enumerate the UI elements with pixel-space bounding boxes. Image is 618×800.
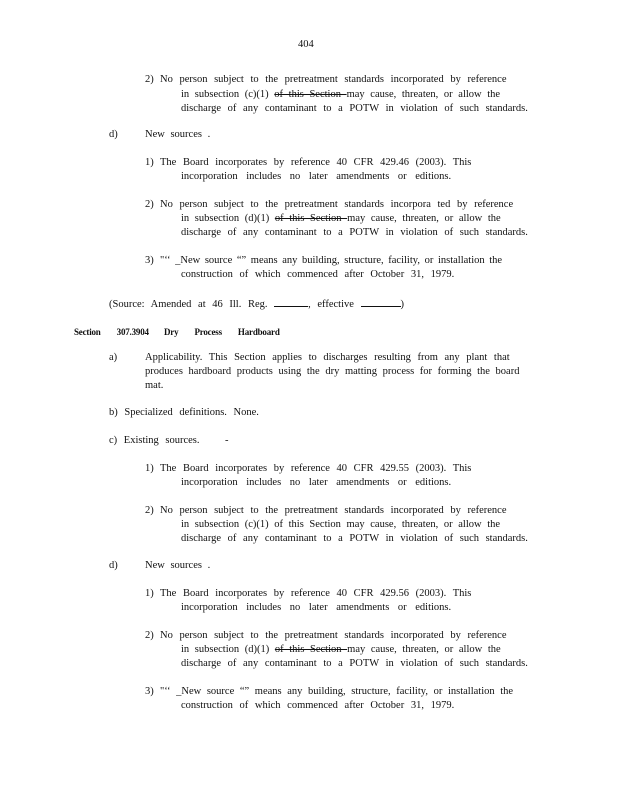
c-item-2-line-1: No person subject to the pretreatment standards incorporated by reference — [160, 505, 507, 516]
d-item-3-line-2: construction of which commenced after October 31, 1979. — [181, 269, 455, 280]
d2-item-2-line-1: No person subject to the pretreatment standards incorporated by reference — [160, 630, 507, 641]
item-2-line-1: No person subject to the pretreatment standards incorporated by reference — [160, 74, 507, 85]
d-item-2-line-2-pre: in subsection (d)(1) — [181, 213, 275, 224]
subsection-c: c) Existing sources. — [109, 435, 200, 446]
d2-item-1-line-1: The Board incorporates by reference 40 CFR 429.56 (2003). This — [160, 588, 472, 599]
d-item-2-label: 2) — [145, 199, 154, 210]
subsection-a-label: a) — [109, 352, 118, 363]
c-item-2-label: 2) — [145, 505, 154, 516]
subsection-a-line-1: Applicability. This Section applies to discharges resulting from any plant that — [145, 352, 510, 363]
d-item-2-line-3: discharge of any contaminant to a POTW in violation of such standards. — [181, 227, 528, 238]
d2-item-3-line-1: "‘‘ _New source “” means any building, structure, facility, or installation the — [160, 686, 514, 697]
d-item-2-line-2-post: may cause, threaten, or allow the — [347, 213, 501, 224]
c-item-2-line-2: in subsection (c)(1) of this Section may cause, threaten, or allow the — [181, 519, 501, 530]
subsection-b: b) Specialized definitions. None. — [109, 407, 259, 418]
subsection-a-line-2: produces hardboard products using the dry matting process for forming the board — [145, 366, 520, 377]
d2-item-1-label: 1) — [145, 588, 154, 599]
d-item-3-line-1: "‘‘ _New source “” means any building, structure, facility, or installation the — [160, 255, 503, 266]
source-note — [109, 296, 404, 312]
item-2-label: 2) — [145, 74, 154, 85]
c-item-2-line-3: discharge of any contaminant to a POTW in violation of such standards. — [181, 533, 528, 544]
d2-item-2-line-2 — [181, 643, 501, 657]
subsection-d2-label: d) — [109, 560, 118, 571]
subsection-a-line-3: mat. — [145, 380, 164, 391]
d2-item-2-line-2-post: may cause, threaten, or allow the — [347, 644, 501, 655]
item-2-line-2-post: may cause, threaten, or allow the — [346, 89, 501, 100]
d-item-2-line-2 — [181, 212, 501, 226]
subsection-d2-title: New sources . — [145, 560, 211, 571]
d-item-1-line-1: The Board incorporates by reference 40 CFR 429.46 (2003). This — [160, 157, 472, 168]
item-2-line-2-pre: in subsection (c)(1) — [181, 89, 275, 100]
subsection-d-title: New sources . — [145, 129, 211, 140]
d-item-1-line-2: incorporation includes no later amendments or editions. — [181, 171, 452, 182]
source-note-mid: , effective — [308, 299, 361, 310]
d-item-2-strikethrough-text: of this Section — [274, 213, 348, 224]
c-item-1-label: 1) — [145, 463, 154, 474]
d2-item-2-label: 2) — [145, 630, 154, 641]
source-blank-effective — [361, 296, 401, 307]
d-item-3-label: 3) — [145, 255, 154, 266]
source-note-post: ) — [400, 299, 405, 310]
section-title: Dry Process Hardboard — [164, 327, 280, 337]
item-2-line-2 — [181, 88, 500, 102]
d2-item-2-line-3: discharge of any contaminant to a POTW in violation of such standards. — [181, 658, 528, 669]
subsection-c-dash: - — [225, 435, 229, 446]
d-item-1-label: 1) — [145, 157, 154, 168]
d-item-2-line-1: No person subject to the pretreatment standards incorpora ted by reference — [160, 199, 514, 210]
page-number: 404 — [298, 39, 314, 50]
d2-item-2-line-2-pre: in subsection (d)(1) — [181, 644, 275, 655]
source-blank-register — [274, 296, 308, 307]
d2-item-3-line-2: construction of which commenced after October 31, 1979. — [181, 700, 455, 711]
d2-item-1-line-2: incorporation includes no later amendments or editions. — [181, 602, 452, 613]
item-2-line-3: discharge of any contaminant to a POTW in violation of such standards. — [181, 103, 528, 114]
subsection-d-label: d) — [109, 129, 118, 140]
item-2-strikethrough-text: of this Section — [274, 89, 347, 100]
c-item-1-line-2: incorporation includes no later amendments or editions. — [181, 477, 452, 488]
d2-item-2-strikethrough-text: of this Section — [274, 644, 348, 655]
d2-item-3-label: 3) — [145, 686, 154, 697]
c-item-1-line-1: The Board incorporates by reference 40 CFR 429.55 (2003). This — [160, 463, 472, 474]
section-number: Section 307.3904 — [74, 327, 149, 337]
source-note-pre: (Source: Amended at 46 Ill. Reg. — [109, 299, 275, 310]
